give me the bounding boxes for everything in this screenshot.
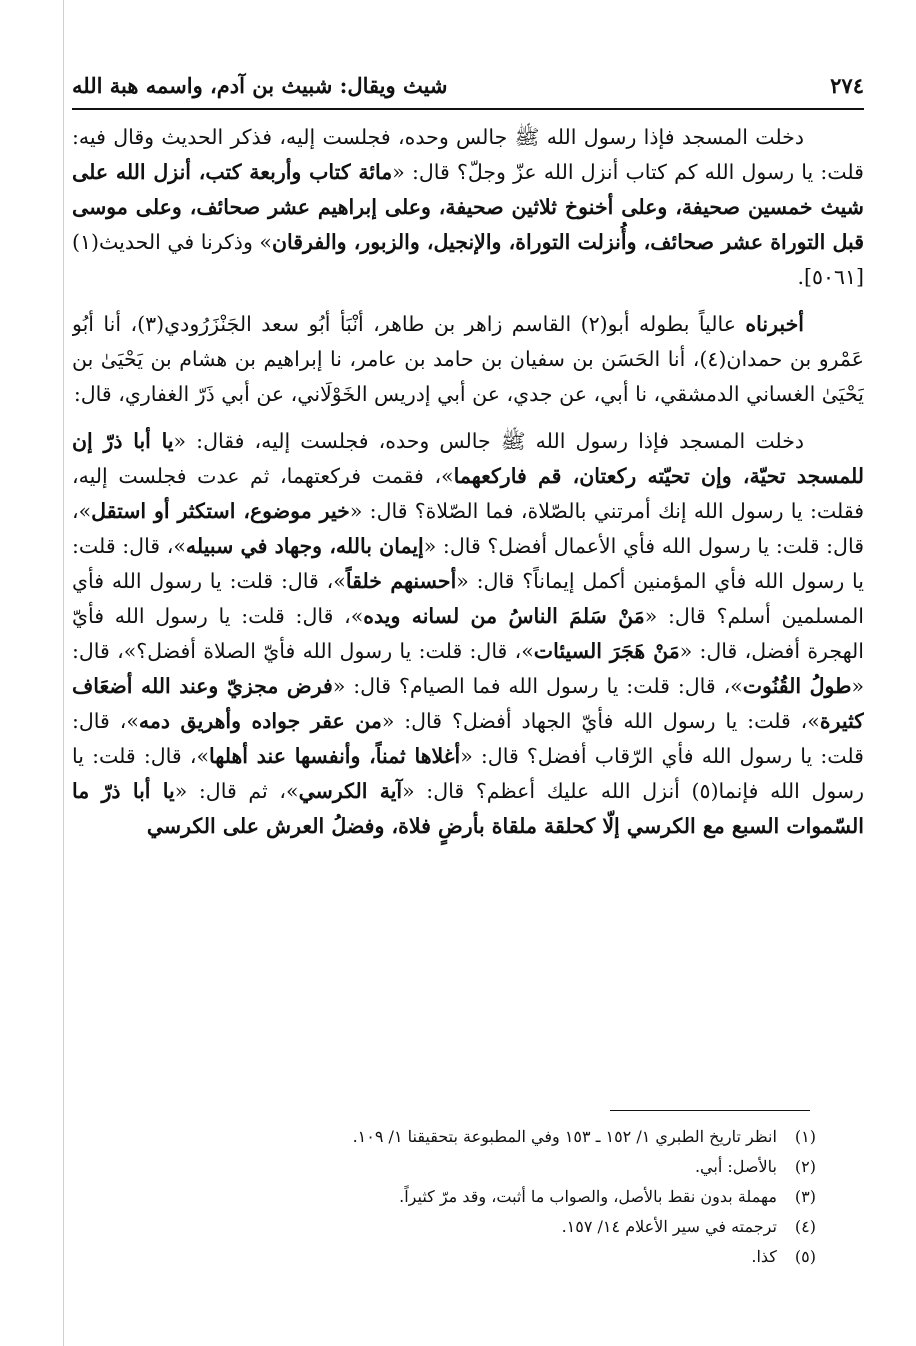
hadith-quote: من عقر جواده وأهريق دمه bbox=[138, 709, 382, 733]
footnote-separator bbox=[610, 1110, 810, 1111]
text-run: »، قال: قلت: يا رسول الله فأي المسلمين أسلم؟ قال: « bbox=[72, 569, 864, 628]
footnote-4 bbox=[72, 1212, 816, 1242]
footnote-text: بالأصل: أبي. bbox=[694, 1157, 777, 1176]
footnote-text: ترجمته في سير الأعلام ١٤/ ١٥٧. bbox=[561, 1217, 777, 1236]
footnote-text: كذا. bbox=[751, 1247, 777, 1266]
paragraph-1 bbox=[72, 120, 864, 295]
footnote-number: (٣) bbox=[794, 1187, 816, 1206]
text-run: دخلت المسجد فإذا رسول الله ﷺ جالس وحده، فجلست إليه، فقال: « bbox=[173, 429, 804, 453]
page-header bbox=[72, 64, 864, 106]
hadith-quote: أحسنهم خلقاً bbox=[345, 569, 457, 593]
hadith-quote: إيمان بالله، وجهاد في سبيله bbox=[185, 534, 424, 558]
main-text bbox=[72, 120, 864, 1066]
text-run: »، قال: قلت: يا رسول الله فأي الرّقاب أفضل؟ قال: « bbox=[72, 709, 864, 768]
footnote-5 bbox=[72, 1242, 816, 1272]
footnote-3 bbox=[72, 1182, 816, 1212]
footnote-number: (١) bbox=[794, 1127, 816, 1146]
hadith-quote: خير موضوع، استكثر أو استقل bbox=[91, 499, 350, 523]
hadith-quote: فرض مجزيّ وعند الله أضعَاف كثيرة bbox=[72, 674, 864, 733]
text-run: »، قال: قلت: يا رسول الله فما الصيام؟ قال: « bbox=[332, 674, 743, 698]
text-run: »، قال: قلت: يا رسول الله فأيّ الصلاة أفضل؟»، قال: « bbox=[72, 639, 864, 698]
isnad-chain: عالياً بطوله أبو(٢) القاسم زاهر بن طاهر، أنْبَأ أبُو سعد الجَنْزَرُودي(٣)، أنا أبُو عَمْرو بن حمدان(٤)، أنا الحَسَن بن سفيان بن حامد بن عامر، نا إبراهيم بن هشام بن يَحْيَىٰ بن يَحْيَىٰ الغساني الدمشقي، نا أبي، عن جدي، عن أبي إدريس الخَوْلَاني، عن أبي ذَرّ الغفاري، قال: bbox=[72, 312, 864, 406]
text-run: »، قال: قلت: يا رسول الله فأيّ الهجرة أفضل، قال: « bbox=[72, 604, 864, 663]
text-run: » وذكرنا في الحديث(١)[٥٠٦١]. bbox=[72, 230, 864, 289]
page-edge-line bbox=[63, 0, 64, 1346]
hadith-quote: آية الكرسي bbox=[298, 779, 403, 803]
text-run: »، قال: قلت: يا رسول الله فأي المؤمنين أكمل إيماناً؟ قال: « bbox=[72, 534, 864, 593]
header-rule bbox=[72, 108, 864, 110]
footnote-text: انظر تاريخ الطبري ١/ ١٥٢ ـ ١٥٣ وفي المطبوعة بتحقيقنا ١/ ١٠٩. bbox=[352, 1127, 777, 1146]
hadith-quote: يا أبا ذرّ إن للمسجد تحيّة، وإن تحيّته ركعتان، قم فاركعهما bbox=[72, 429, 864, 488]
running-title: شيث ويقال: شبيث بن آدم، واسمه هبة الله bbox=[72, 72, 448, 98]
text-run: »، قال: قلت: يا رسول الله فإنما(٥) أنزل الله عليك أعظم؟ قال: « bbox=[72, 744, 864, 803]
footnote-2 bbox=[72, 1152, 816, 1182]
hadith-quote: أغلاها ثمناً، وأنفسها عند أهلها bbox=[209, 744, 461, 768]
hadith-quote: مائة كتاب وأربعة كتب، أنزل الله على شيث خمسين صحيفة، وعلى أخنوخ ثلاثين صحيفة، وعلى إبراهيم عشر صحائف، وعلى موسى قبل التوراة عشر صحائف، وأُنزلت التوراة، والإنجيل، والزبور، والفرقان bbox=[72, 160, 864, 254]
footnote-text: مهملة بدون نقط بالأصل، والصواب ما أثبت، وقد مرّ كثيراً. bbox=[399, 1187, 777, 1206]
text-run: »، ثم قال: « bbox=[174, 779, 299, 803]
paragraph-2 bbox=[72, 307, 864, 412]
isnad-keyword: أخبرناه bbox=[745, 312, 804, 336]
footnote-number: (٢) bbox=[794, 1157, 816, 1176]
footnotes bbox=[72, 1122, 816, 1272]
footnote-number: (٤) bbox=[794, 1217, 816, 1236]
hadith-quote: طولُ القُنُوت bbox=[742, 674, 852, 698]
page-number: ٢٧٤ bbox=[830, 72, 864, 98]
text-run: »، قال: قلت: يا رسول الله فأي الأعمال أفضل؟ قال: « bbox=[72, 499, 864, 558]
paragraph-3 bbox=[72, 424, 864, 844]
text-run: »، فقمت فركعتهما، ثم عدت فجلست إليه، فقلت: يا رسول الله إنك أمرتني بالصّلاة، فما الصّلاة؟ قال: « bbox=[72, 464, 864, 523]
text-run: دخلت المسجد فإذا رسول الله ﷺ جالس وحده، فجلست إليه، فذكر الحديث وقال فيه: قلت: يا رسول الله كم كتاب أنزل الله عزّ وجلّ؟ قال: « bbox=[72, 125, 864, 184]
footnote-1 bbox=[72, 1122, 816, 1152]
hadith-quote: مَنْ سَلمَ الناسُ من لسانه ويده bbox=[363, 604, 645, 628]
footnote-number: (٥) bbox=[794, 1247, 816, 1266]
hadith-quote: يا أبا ذرّ ما السّموات السبع مع الكرسي إلّا كحلقة ملقاة بأرضٍ فلاة، وفضلُ العرش على الكرسي bbox=[72, 779, 864, 838]
text-run: »، قلت: يا رسول الله فأيّ الجهاد أفضل؟ قال: « bbox=[381, 709, 820, 733]
hadith-quote: مَنْ هَجَرَ السيئات bbox=[533, 639, 680, 663]
